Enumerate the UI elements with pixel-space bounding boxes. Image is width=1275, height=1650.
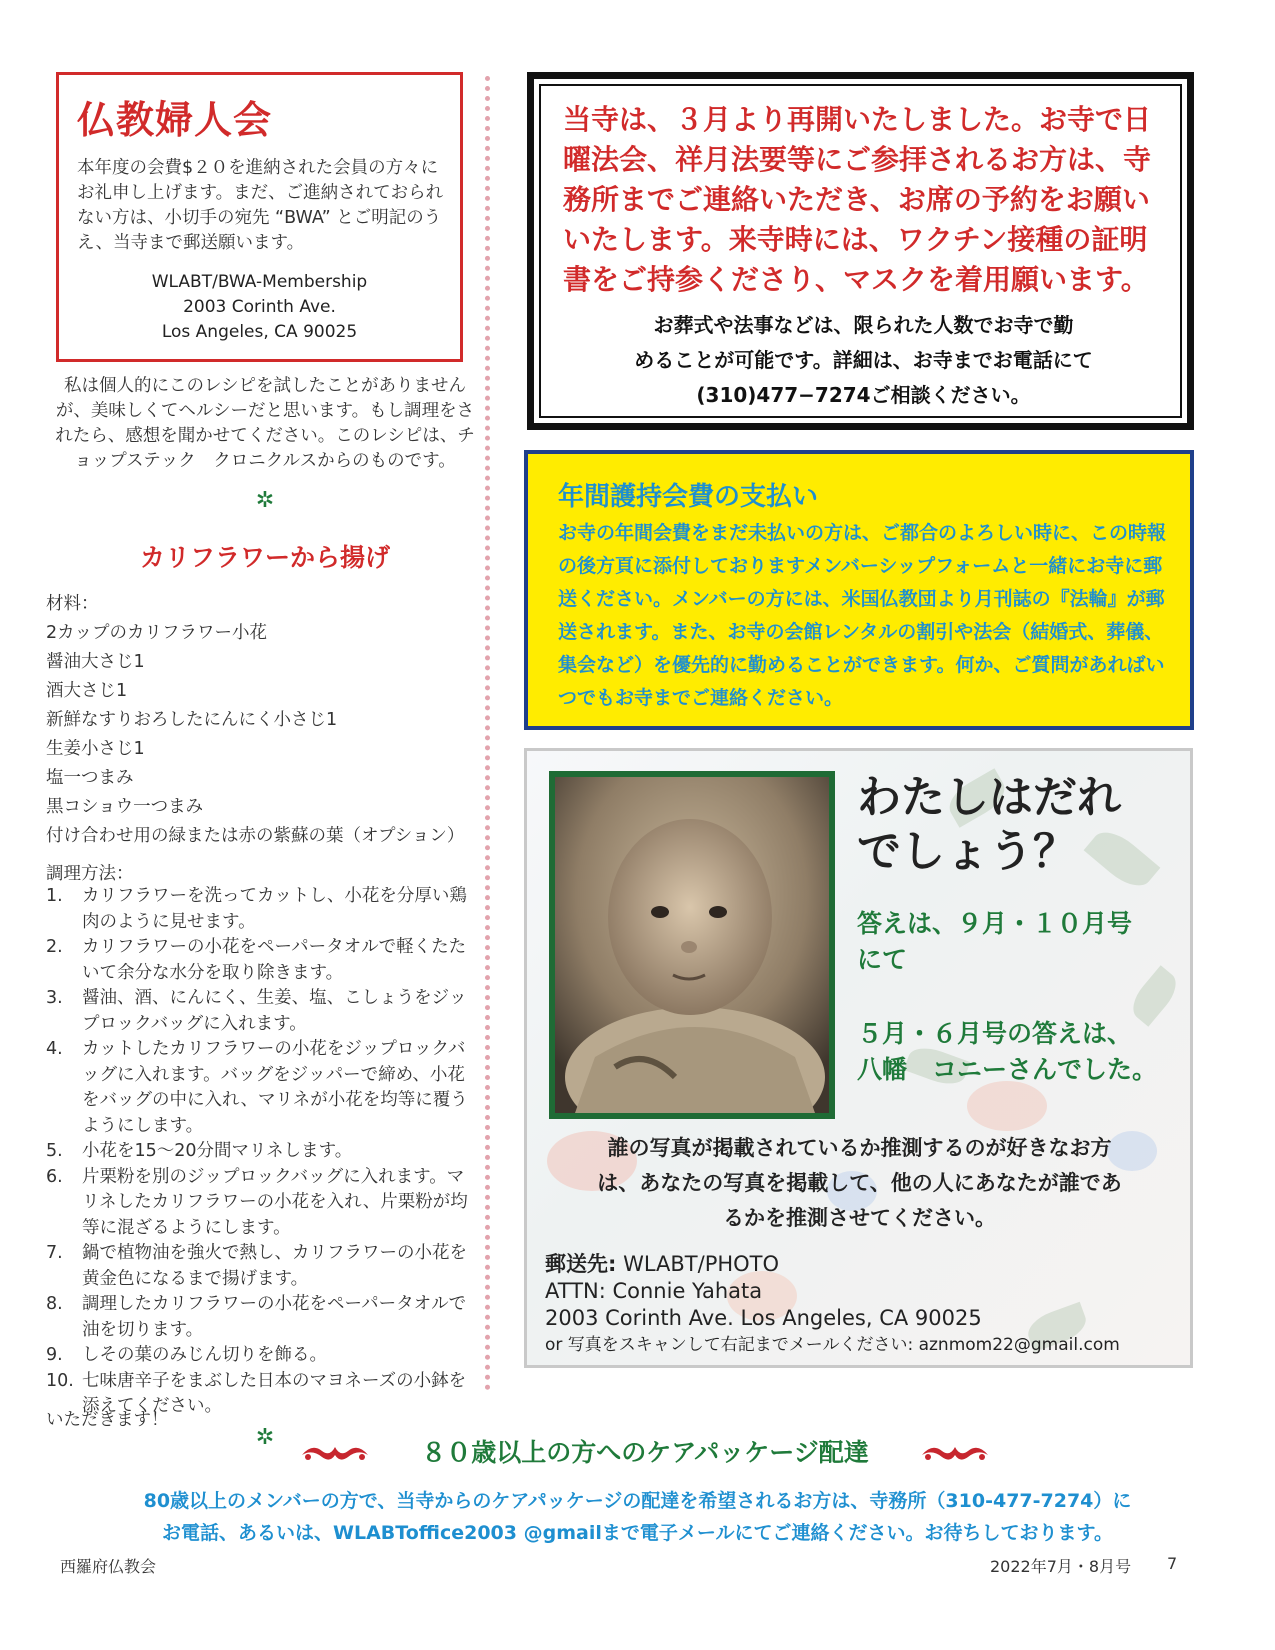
answer-previous-issue [857,1016,1157,1088]
step-item [46,986,476,1037]
ingredient-item: 生姜小さじ1 [46,739,145,759]
ingredients-label: 材料： [46,594,99,614]
answer-next-issue [857,906,1132,978]
footer-page-number: 7 [1167,1554,1178,1573]
care-package-header [300,1433,990,1473]
ingredient-item: 付け合わせ用の緑または赤の紫蘇の葉（オプション） [46,826,465,846]
step-text: 調理したカリフラワーの小花をペーパータオルで油を切ります。 [82,1294,467,1340]
ornament-icon [920,1437,990,1467]
step-number: 2. [46,937,63,957]
method-label: 調理方法： [46,864,134,884]
care-package-line: お電話、あるいは、WLABToffice2003 @gmailまで電子メールにてご連絡ください。お待ちしております。 [162,1522,1113,1544]
recipe-closing: いただきます！ [46,1410,169,1430]
ingredient-item: 醤油大さじ1 [46,652,145,672]
photo-invite-line: 誰の写真が掲載されているか推測するのが好きなお方 [607,1136,1112,1160]
step-text: カリフラワーを洗ってカットし、小花を分厚い鶏肉のように見せます。 [82,886,467,932]
ingredient-item: 酒大さじ1 [46,681,128,701]
step-item [46,1343,476,1369]
step-item [46,1139,476,1165]
flower-decoration [967,1081,1047,1131]
annual-dues-title: 年間護持会費の支払い [558,482,819,512]
mail-address: 2003 Corinth Ave. Los Angeles, CA 90025 [545,1306,982,1330]
step-text: 片栗粉を別のジップロックバッグに入れます。マリネしたカリフラワーの小花を入れ、片栗粉が均等に混ざるようにします。 [82,1166,468,1238]
recipe-title: カリフラワーから揚げ [139,543,390,572]
step-number: 3. [46,988,63,1008]
bwa-address [73,270,446,345]
answer-next-line: にて [857,945,908,974]
who-am-i-title-line: でしょう？ [857,826,1077,877]
who-am-i-box [524,748,1193,1368]
baby-photo [549,771,835,1119]
annual-dues-box [524,450,1194,730]
photo-invite-line: は、あなたの写真を掲載して、他の人にあなたが誰であ [597,1171,1122,1195]
ingredient-item: 黒コショウ一つまみ [46,797,204,817]
care-package-body [60,1485,1215,1549]
bwa-address-line: WLABT/BWA-Membership [151,272,368,292]
step-number: 6. [46,1166,63,1187]
step-number: 9. [46,1345,63,1365]
ingredient-item: 塩一つまみ [46,768,134,788]
bwa-notice-box [56,72,463,362]
mail-attn: ATTN: Connie Yahata [545,1279,763,1303]
funeral-notice-line: めることが可能です。詳細は、お寺までお電話にて [634,348,1093,372]
step-text: しその葉のみじん切りを飾る。 [82,1345,327,1365]
recipe-intro: 私は個人的にこのレシピを試したことがありませんが、美味しくてヘルシーだと思います。もし調理をされたら、感想を聞かせてください。このレシピは、チョップステック クロニクルスからのものです。 [55,376,475,471]
step-number: 1. [46,886,63,906]
ingredient-item: 新鮮なすりおろしたにんにく小さじ1 [46,710,338,730]
step-item [46,884,476,935]
method-steps [46,884,476,1420]
step-text: 鍋で植物油を強火で熱し、カリフラワーの小花を黄金色になるまで揚げます。 [82,1243,467,1289]
funeral-notice-line: (310)477−7274ご相談ください。 [696,383,1031,407]
flourish-icon: ✲ [255,1425,275,1450]
step-number: 8. [46,1294,63,1314]
step-number: 5. [46,1141,63,1161]
ingredients-list [46,590,486,851]
bwa-body: 本年度の会費$２０を進納された会員の方々にお礼申し上げます。まだ、ご進納されておられない方は、小切手の宛先 “BWA” とご明記のうえ、当寺まで郵送願います。 [77,158,444,253]
column-divider [485,76,490,1391]
footer-temple-name: 西羅府仏教会 [60,1557,157,1576]
funeral-notice-line: お葬式や法事などは、限られた人数でお寺で勤 [653,313,1074,337]
step-number: 4. [46,1039,63,1059]
mail-label: 郵送先: [545,1252,617,1276]
annual-dues-body: お寺の年間会費をまだ未払いの方は、ご都合のよろしい時に、この時報の後方頁に添付しておりますメンバーシップフォームと一緒にお寺に郵送ください。メンバーの方には、米国仏教団より月刊誌の『法輪』が郵送されます。また、お寺の会館レンタルの割引や法会（結婚式、葬儀、集会など）を優先的に勤めることができます。何か、ご質問があればいつでもお寺までご連絡ください。 [558,522,1167,709]
answer-prev-line: 八幡 コニーさんでした。 [857,1055,1158,1084]
photo-invite [537,1131,1182,1236]
bwa-title: 仏教婦人会 [77,98,273,142]
step-text: 醤油、酒、にんにく、生姜、塩、こしょうをジップロックバッグに入れます。 [82,988,467,1034]
step-text: 七味唐辛子をまぶした日本のマヨネーズの小鉢を添えてください。 [82,1370,467,1416]
who-am-i-title-line: わたしはだれ [857,772,1121,823]
ingredient-item: 2カップのカリフラワー小花 [46,623,267,643]
step-item [46,1037,476,1139]
email-prefix: or 写真をスキャンして右記までメールください: [545,1335,919,1355]
reopening-notice-text: 当寺は、３月より再開いたしました。お寺で日曜法会、祥月法要等にご参拝されるお方は、寺務所までご連絡いただき、お席の予約をお願いいたします。来寺時には、ワクチン接種の証明書をご持参くださり、マスクを着用願います。 [563,103,1152,296]
baby-photo-image [555,777,829,1113]
who-am-i-title [857,771,1121,879]
mailing-address [545,1251,1120,1359]
care-package-title: ８０歳以上の方へのケアパッケージ配達 [421,1438,869,1467]
step-item [46,1292,476,1343]
step-number: 10. [46,1370,74,1391]
answer-next-line: 答えは、９月・１０月号 [857,909,1133,938]
step-number: 7. [46,1243,63,1263]
ornament-icon [300,1437,370,1467]
step-item [46,1165,476,1242]
flourish-icon: ✲ [255,488,275,513]
answer-prev-line: ５月・６月号の答えは、 [857,1019,1133,1048]
step-text: カットしたカリフラワーの小花をジップロックバッグに入れます。バッグをジッパーで締め、小花をバッグの中に入れ、マリネが小花を均等に覆うようにします。 [82,1039,468,1136]
step-text: 小花を15〜20分間マリネします。 [82,1141,353,1161]
care-package-line: 80歳以上のメンバーの方で、当寺からのケアパッケージの配達を希望されるお方は、寺務所（310-477-7274）に [143,1490,1132,1512]
step-text: カリフラワーの小花をペーパータオルで軽くたたいて余分な水分を取り除きます。 [82,937,467,983]
photo-invite-line: るかを推測させてください。 [723,1206,996,1230]
footer-issue-date: 2022年7月・8月号 [990,1557,1132,1576]
email-link[interactable]: aznmom22@gmail.com [918,1335,1120,1355]
reopening-notice-box [527,72,1194,430]
mail-to: WLABT/PHOTO [616,1252,780,1276]
step-item [46,1241,476,1292]
bwa-address-line: Los Angeles, CA 90025 [161,322,358,342]
funeral-notice [563,308,1164,413]
bwa-address-line: 2003 Corinth Ave. [183,297,336,317]
step-item [46,935,476,986]
reopening-notice-inner [539,84,1182,418]
